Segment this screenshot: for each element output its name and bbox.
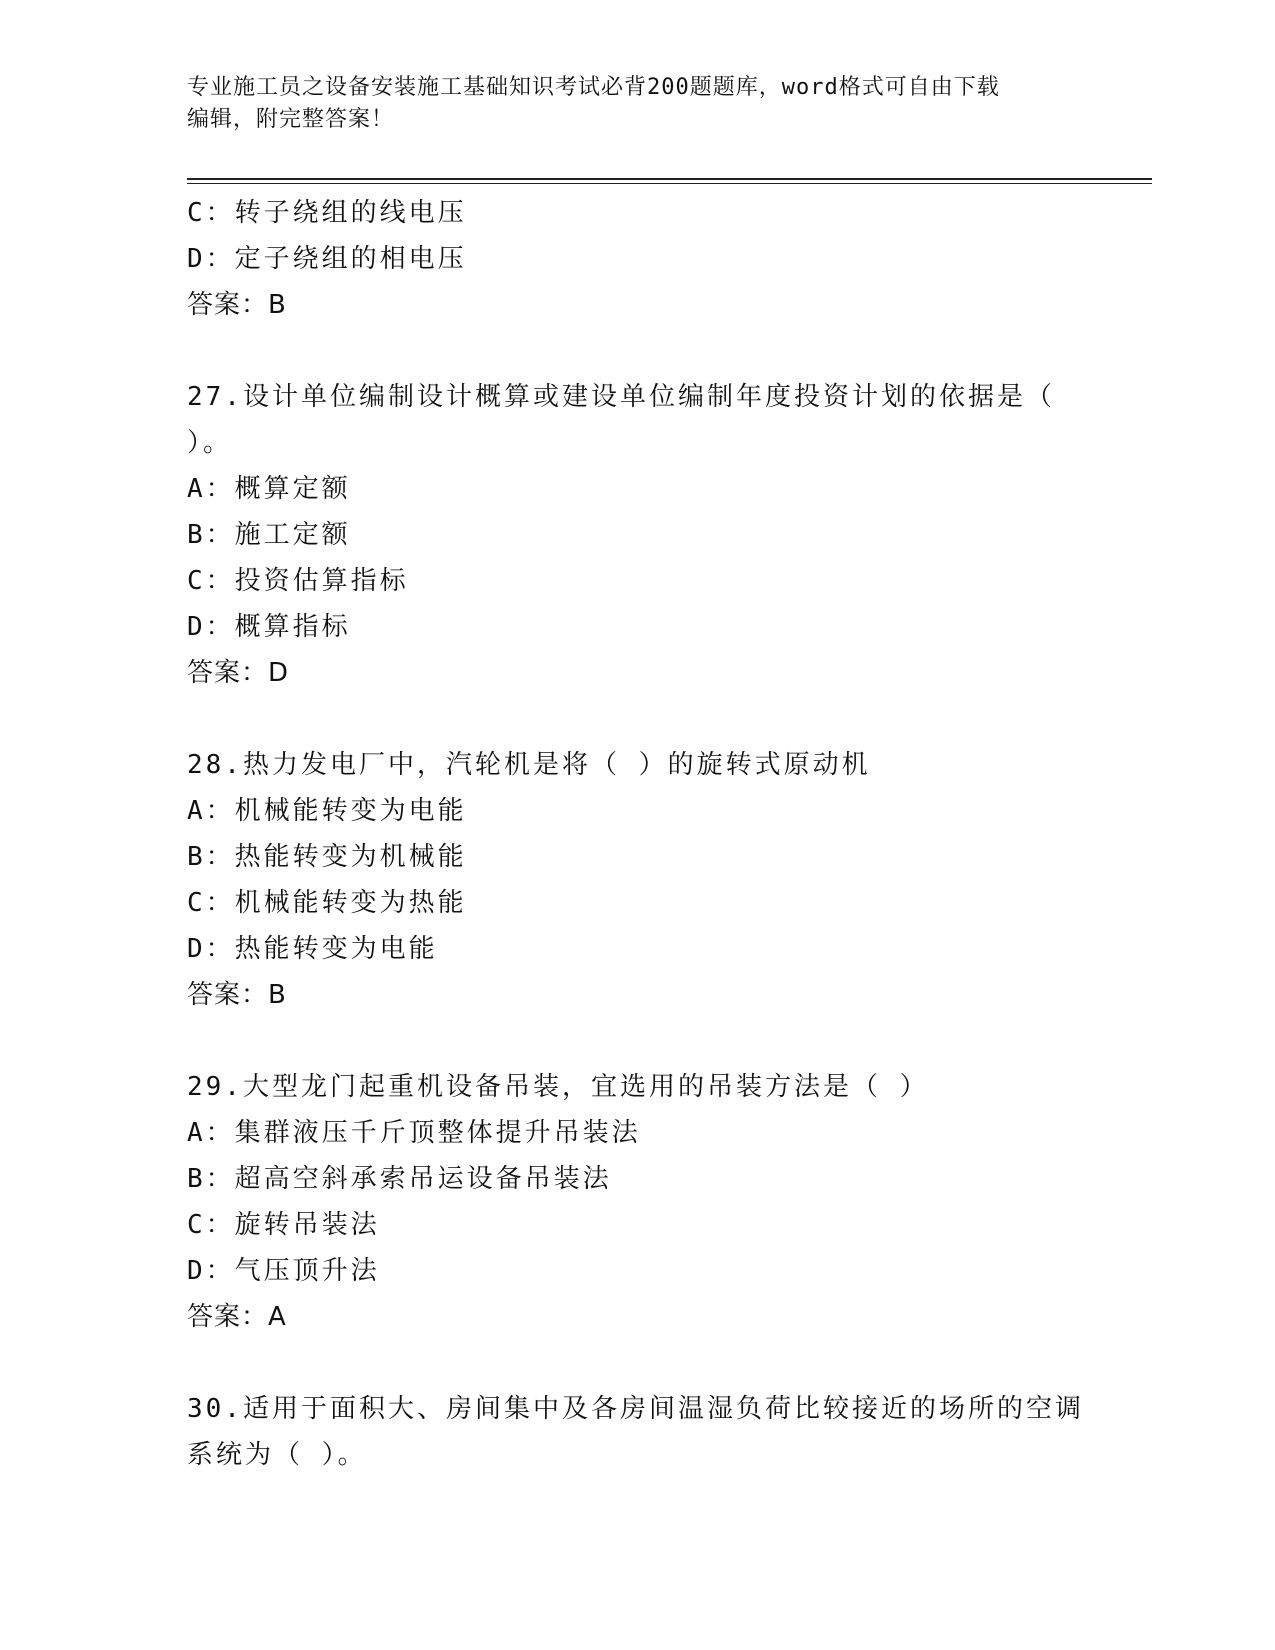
option-c: C：投资估算指标 bbox=[187, 566, 409, 596]
answer-line: 答案：D bbox=[187, 658, 290, 688]
option-d: D：热能转变为电能 bbox=[187, 934, 438, 964]
question-list bbox=[187, 190, 1087, 1478]
spacer bbox=[187, 1340, 1087, 1386]
spacer bbox=[187, 1018, 1087, 1064]
answer-line: 答案：B bbox=[187, 290, 287, 320]
spacer bbox=[187, 696, 1087, 742]
header-title-line-2: 编辑，附完整答案！ bbox=[187, 107, 395, 132]
question-block-27 bbox=[187, 374, 1087, 696]
option-d: D：定子绕组的相电压 bbox=[187, 244, 467, 274]
question-block-29 bbox=[187, 1064, 1087, 1340]
question-stem-line-2: ）。 bbox=[187, 428, 233, 458]
header-divider-thin bbox=[187, 183, 1152, 184]
option-d: D：气压顶升法 bbox=[187, 1256, 380, 1286]
spacer bbox=[187, 328, 1087, 374]
question-stem-line-1: 30.适用于面积大、房间集中及各房间温湿负荷比较接近的场所的空调 bbox=[187, 1394, 1084, 1424]
question-block-30 bbox=[187, 1386, 1087, 1478]
document-header bbox=[187, 72, 1087, 136]
option-c: C：旋转吊装法 bbox=[187, 1210, 380, 1240]
question-block-28 bbox=[187, 742, 1087, 1018]
answer-line: 答案：A bbox=[187, 1302, 287, 1332]
question-stem-line-2: 系统为（ ）。 bbox=[187, 1440, 367, 1470]
option-b: B：热能转变为机械能 bbox=[187, 842, 467, 872]
answer-line: 答案：B bbox=[187, 980, 287, 1010]
header-title-line-1: 专业施工员之设备安装施工基础知识考试必背200题题库，word格式可自由下载 bbox=[187, 75, 1000, 100]
question-stem-line-1: 27.设计单位编制设计概算或建设单位编制年度投资计划的依据是（ bbox=[187, 382, 1055, 412]
question-block-26-tail bbox=[187, 190, 1087, 328]
option-a: A：概算定额 bbox=[187, 474, 351, 504]
option-d: D：概算指标 bbox=[187, 612, 351, 642]
header-divider-thick bbox=[187, 178, 1152, 180]
question-stem-line-1: 29.大型龙门起重机设备吊装，宜选用的吊装方法是（ ） bbox=[187, 1072, 929, 1102]
option-c: C：机械能转变为热能 bbox=[187, 888, 467, 918]
option-c: C：转子绕组的线电压 bbox=[187, 198, 467, 228]
option-b: B：施工定额 bbox=[187, 520, 351, 550]
question-stem-line-1: 28.热力发电厂中，汽轮机是将（ ）的旋转式原动机 bbox=[187, 750, 871, 780]
option-b: B：超高空斜承索吊运设备吊装法 bbox=[187, 1164, 612, 1194]
option-a: A：集群液压千斤顶整体提升吊装法 bbox=[187, 1118, 641, 1148]
option-a: A：机械能转变为电能 bbox=[187, 796, 467, 826]
